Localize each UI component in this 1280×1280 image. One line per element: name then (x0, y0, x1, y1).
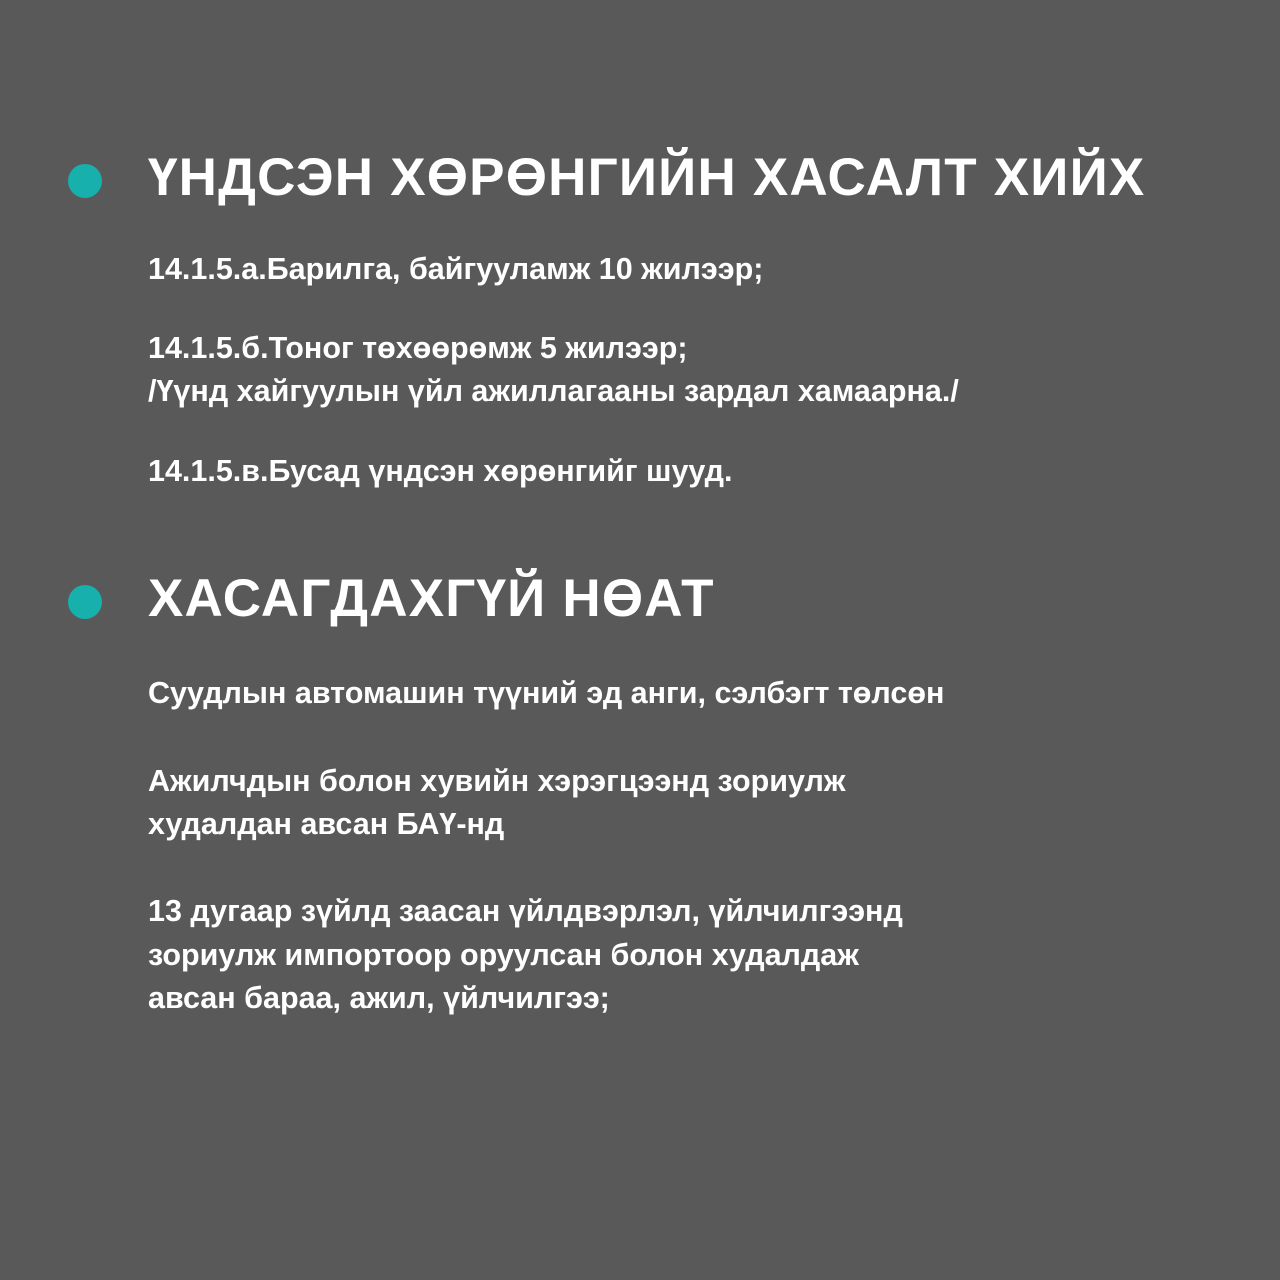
bullet-dot-icon (68, 585, 102, 619)
paragraph-line: авсан бараа, ажил, үйлчилгээ; (148, 980, 610, 1015)
paragraph-line: Ажилчдын болон хувийн хэрэгцээнд зориулж (148, 763, 846, 798)
paragraph (148, 327, 1220, 414)
page-title: ҮНДСЭН ХӨРӨНГИЙН ХАСАЛТ ХИЙХ (148, 148, 1146, 207)
section-body (148, 672, 1220, 1020)
paragraph-line: 13 дугаар зүйлд заасан үйлдвэрлэл, үйлчилгээнд (148, 894, 903, 929)
section-heading-row (68, 150, 1220, 206)
section-heading-row (68, 568, 1220, 628)
section-body (148, 248, 1220, 493)
paragraph (148, 890, 1220, 1020)
section-non-deductible-vat (68, 568, 1220, 1020)
paragraph-line: 14.1.5.б.Тоног төхөөрөмж 5 жилээр; (148, 330, 688, 365)
section-fixed-asset-depreciation (68, 150, 1220, 493)
paragraph (148, 672, 1220, 715)
paragraph-line: 14.1.5.а.Барилга, байгууламж 10 жилээр; (148, 251, 764, 286)
bullet-dot-icon (68, 164, 102, 198)
paragraph-line: худалдан авсан БАҮ-нд (148, 807, 505, 842)
paragraph (148, 760, 1220, 847)
section-title: ХАСАГДАХГҮЙ НӨАТ (148, 568, 715, 628)
paragraph (148, 450, 1220, 493)
paragraph (148, 248, 1220, 291)
paragraph-line: зориулж импортоор оруулсан болон худалдаж (148, 937, 859, 972)
paragraph-line: Суудлын автомашин түүний эд анги, сэлбэгт төлсөн (148, 676, 945, 711)
paragraph-line: /Үүнд хайгуулын үйл ажиллагааны зардал хамаарна./ (148, 374, 959, 409)
paragraph-line: 14.1.5.в.Бусад үндсэн хөрөнгийг шууд. (148, 453, 733, 488)
